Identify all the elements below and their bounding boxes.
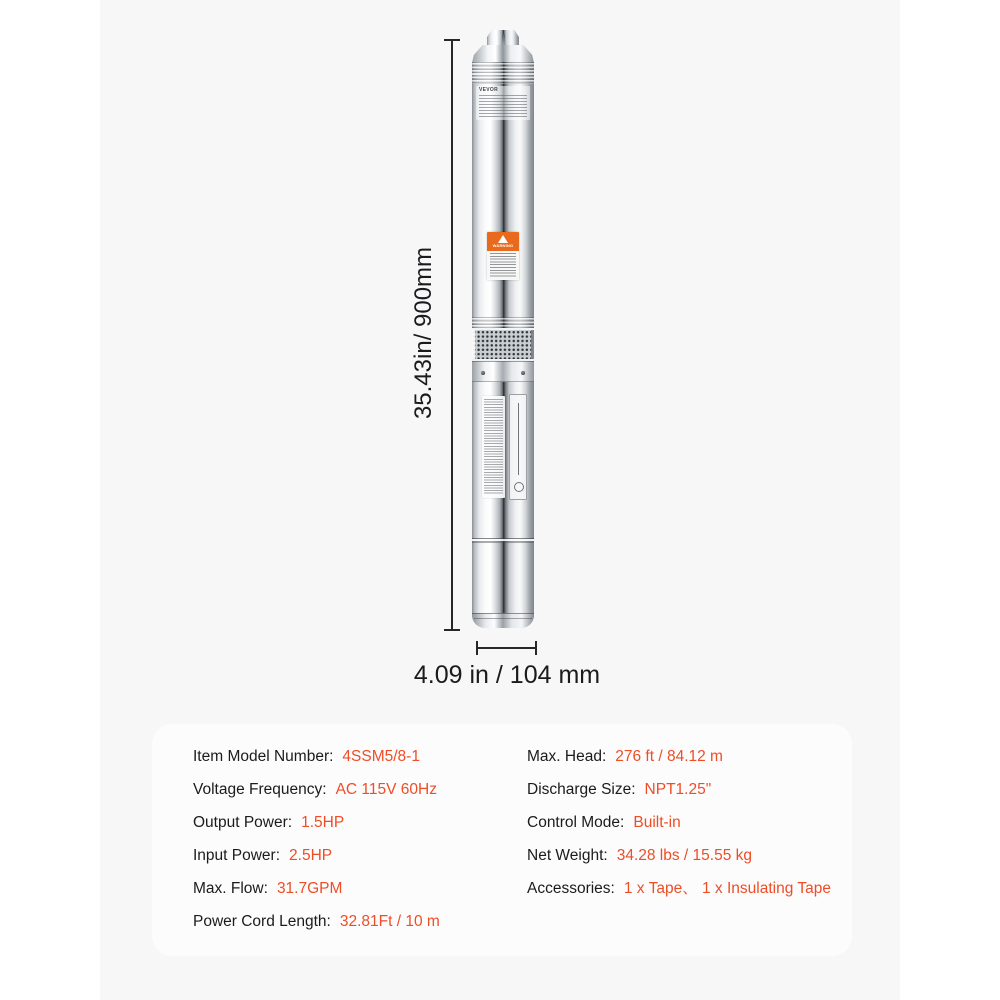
screw-icon bbox=[521, 371, 525, 375]
spec-label: Input Power: bbox=[193, 847, 281, 864]
spec-row-output-power bbox=[193, 813, 440, 833]
pump-bottom-cap bbox=[472, 613, 534, 628]
spec-value: 1.5HP bbox=[301, 814, 345, 831]
warning-word: WARNING bbox=[492, 243, 514, 248]
pump-collar bbox=[472, 361, 534, 382]
width-dimension-tick-right bbox=[535, 641, 537, 655]
spec-label: Max. Flow: bbox=[193, 880, 268, 897]
spec-value: AC 115V 60Hz bbox=[335, 781, 437, 798]
pump-brand-label bbox=[476, 86, 530, 120]
pump-joint-seam bbox=[472, 538, 534, 543]
screw-icon bbox=[481, 371, 485, 375]
warning-sticker-body bbox=[487, 251, 519, 280]
height-dimension-label: 35.43in/ 900mm bbox=[410, 246, 437, 420]
motor-diagram-sticker bbox=[509, 394, 527, 500]
warning-sticker bbox=[487, 232, 519, 280]
spec-label: Discharge Size: bbox=[527, 781, 636, 798]
spec-card bbox=[152, 724, 852, 956]
warning-fine-print bbox=[490, 253, 516, 278]
spec-row-item-model-number bbox=[193, 747, 440, 767]
spec-row-control-mode bbox=[527, 813, 831, 833]
spec-label: Net Weight: bbox=[527, 847, 608, 864]
pump-intake-screen bbox=[472, 328, 534, 361]
spec-label: Power Cord Length: bbox=[193, 913, 331, 930]
spec-column-left bbox=[193, 747, 440, 932]
pump-ribbed-neck bbox=[472, 62, 534, 84]
spec-value: 32.81Ft / 10 m bbox=[339, 913, 440, 930]
spec-label: Output Power: bbox=[193, 814, 293, 831]
brand-text: VEVOR bbox=[479, 87, 499, 93]
spec-row-power-cord-length bbox=[193, 912, 440, 932]
spec-value: 2.5HP bbox=[289, 847, 333, 864]
spec-row-input-power bbox=[193, 846, 440, 866]
spec-label: Voltage Frequency: bbox=[193, 781, 327, 798]
pump-top-dome bbox=[472, 45, 534, 63]
spec-column-right bbox=[527, 747, 831, 899]
spec-row-discharge-size bbox=[527, 780, 831, 800]
pump-lift-pin bbox=[502, 34, 505, 45]
height-dimension-cap-bottom bbox=[444, 629, 460, 631]
spec-value: NPT1.25" bbox=[644, 781, 712, 798]
spec-label: Item Model Number: bbox=[193, 748, 334, 765]
motor-sticker-fine-print bbox=[484, 399, 503, 495]
spec-value: 31.7GPM bbox=[276, 880, 343, 897]
height-dimension-line bbox=[451, 40, 453, 630]
warning-triangle-icon bbox=[498, 235, 508, 243]
spec-label: Control Mode: bbox=[527, 814, 625, 831]
spec-value: Built-in bbox=[633, 814, 681, 831]
spec-row-max-head bbox=[527, 747, 831, 767]
motor-spec-sticker bbox=[482, 396, 505, 498]
spec-row-voltage-frequency bbox=[193, 780, 440, 800]
spec-value: 1 x Tape、 1 x Insulating Tape bbox=[623, 880, 831, 897]
pump-product-image bbox=[472, 30, 534, 628]
warning-sticker-header bbox=[487, 232, 519, 251]
width-dimension-label: 4.09 in / 104 mm bbox=[413, 661, 601, 689]
pump-ribbed-ring bbox=[472, 317, 534, 328]
spec-row-net-weight bbox=[527, 846, 831, 866]
label-fine-print bbox=[479, 95, 527, 117]
width-dimension-line bbox=[477, 647, 536, 649]
spec-label: Accessories: bbox=[527, 880, 615, 897]
spec-value: 4SSM5/8-1 bbox=[342, 748, 420, 765]
spec-row-accessories bbox=[527, 879, 831, 899]
spec-row-max-flow bbox=[193, 879, 440, 899]
spec-value: 34.28 lbs / 15.55 kg bbox=[616, 847, 752, 864]
spec-label: Max. Head: bbox=[527, 748, 607, 765]
spec-value: 276 ft / 84.12 m bbox=[615, 748, 723, 765]
